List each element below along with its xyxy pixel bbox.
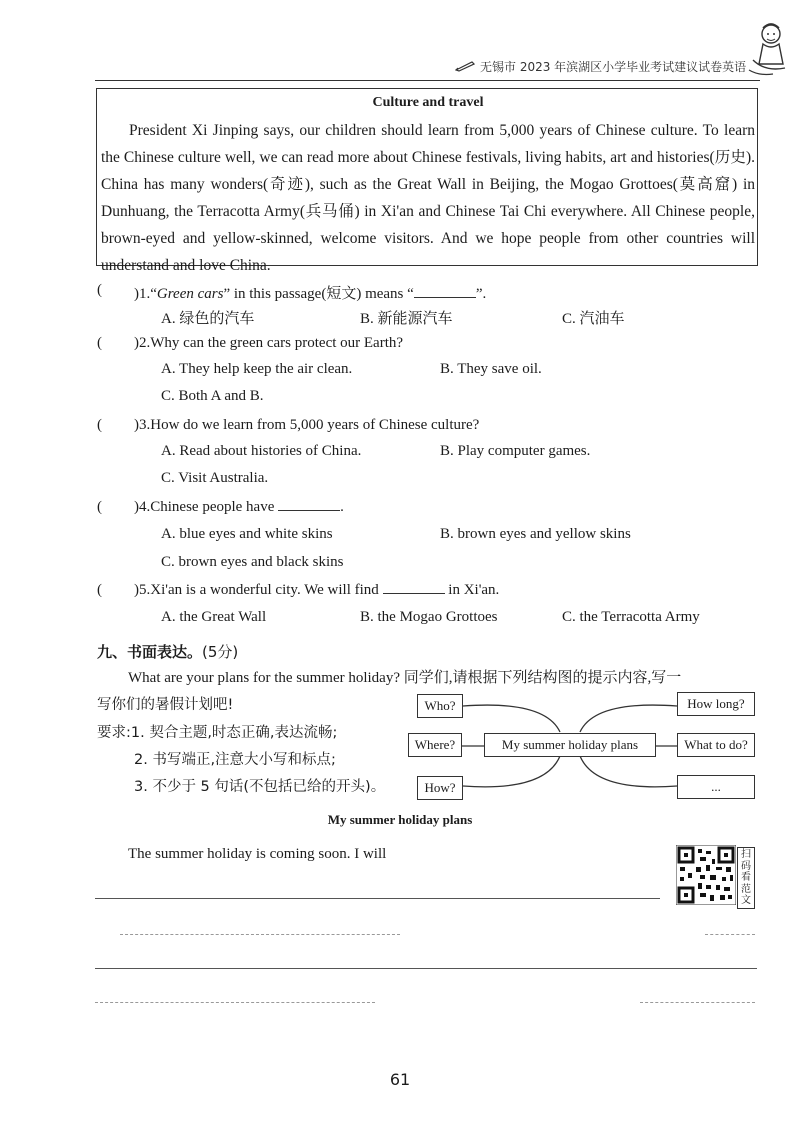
option-2a: A. They help keep the air clean. [161,361,353,377]
section-heading [97,641,238,662]
option-1b: B. 新能源汽车 [360,311,453,327]
answer-paren-4[interactable]: ( [97,499,102,515]
option-4b: B. brown eyes and yellow skins [440,526,631,542]
qr-code-icon [676,845,736,905]
mindmap-center: My summer holiday plans [484,733,656,757]
answer-paren-5[interactable]: ( [97,582,102,598]
question-text: Why can the green cars protect our Earth? [150,335,404,351]
writing-line-dotted-2[interactable] [95,1002,375,1003]
option-3c: C. Visit Australia. [161,470,269,486]
question-4 [134,499,344,516]
writing-line-2[interactable] [95,968,757,969]
qr-code-label: 扫码看范文 [737,847,755,909]
writing-line-dotted-1b[interactable] [705,934,755,935]
mindmap-who: Who? [417,694,463,718]
answer-paren-3[interactable]: ( [97,417,102,433]
mascot-icon [745,20,791,78]
writing-line-dotted-1[interactable] [120,934,400,935]
writing-prompt-line2: 写你们的暑假计划吧! [97,697,234,713]
question-text: Xi'an is a wonderful city. We will find [150,582,379,598]
page-number: 61 [389,1070,411,1089]
question-number: )3. [134,417,151,433]
header-rule [95,80,760,81]
question-text: in Xi'an. [448,582,500,598]
option-1c: C. 汽油车 [562,311,625,327]
question-emphasis: Green cars [156,286,224,302]
requirement-2: 2. 书写端正,注意大小写和标点; [134,752,336,768]
question-number: )5. [134,582,151,598]
mindmap-how-long: How long? [677,692,755,716]
question-text: ” in this passage(短文) means “ [223,286,414,302]
mindmap-where: Where? [408,733,462,757]
option-3a: A. Read about histories of China. [161,443,362,459]
option-3b: B. Play computer games. [440,443,591,459]
question-5 [134,582,499,599]
option-5b: B. the Mogao Grottoes [360,609,498,625]
essay-start: The summer holiday is coming soon. I will [128,846,387,862]
essay-title: My summer holiday plans [327,812,473,827]
section-title: 九、书面表达。 [97,643,203,661]
passage-title: Culture and travel [372,95,484,110]
answer-blank[interactable] [383,592,445,594]
question-text: ”. [475,286,487,302]
question-text: How do we learn from 5,000 years of Chinese culture? [150,417,480,433]
requirement-1: 要求:1. 契合主题,时态正确,表达流畅; [97,725,338,741]
section-points: (5分) [202,643,239,661]
answer-paren-1[interactable]: ( [97,282,102,298]
writing-line-1[interactable] [95,898,660,899]
option-2c: C. Both A and B. [161,388,264,404]
option-4c: C. brown eyes and black skins [161,554,344,570]
answer-blank[interactable] [278,509,340,511]
mindmap-what-to-do: What to do? [677,733,755,757]
writing-line-dotted-2b[interactable] [640,1002,755,1003]
option-4a: A. blue eyes and white skins [161,526,333,542]
answer-blank[interactable] [414,296,476,298]
option-1a: A. 绿色的汽车 [161,311,255,327]
question-1 [134,282,486,303]
writing-prompt-line1: What are your plans for the summer holiday? 同学们,请根据下列结构图的提示内容,写一 [128,670,682,686]
passage-text: President Xi Jinping says, our children should learn from 5,000 years of Chinese culture. To learn the Chinese culture well, we can read more about Chinese festivals, living habits, art and histories(历史). China has many wonders(奇迹), such as the Great Wall in Beijing, the Mogao Grottoes(莫高窟) in Dunhuang, the Terracotta Army(兵马俑) in Xi'an and Chinese Tai Chi everywhere. All Chinese people, brown-eyed and yellow-skinned, welcome visitors. And we hope people from other countries will understand and love China. [101,122,755,274]
question-text: “ [150,286,157,302]
option-5c: C. the Terracotta Army [562,609,700,625]
header-title: 无锡市 2023 年滨湖区小学毕业考试建议试卷英语 [480,60,747,74]
answer-paren-2[interactable]: ( [97,335,102,351]
question-number: )1. [134,286,151,302]
question-number: )4. [134,499,151,515]
question-number: )2. [134,335,151,351]
option-5a: A. the Great Wall [161,609,267,625]
question-text: Chinese people have [150,499,275,515]
mindmap-how: How? [417,776,463,800]
question-text: . [340,499,344,515]
passage-box [96,88,758,274]
mindmap-more: ... [677,775,755,799]
question-3 [134,417,479,434]
question-2 [134,335,403,352]
option-2b: B. They save oil. [440,361,542,377]
requirement-3: 3. 不少于 5 句话(不包括已给的开头)。 [134,779,386,795]
pen-icon [455,60,475,72]
